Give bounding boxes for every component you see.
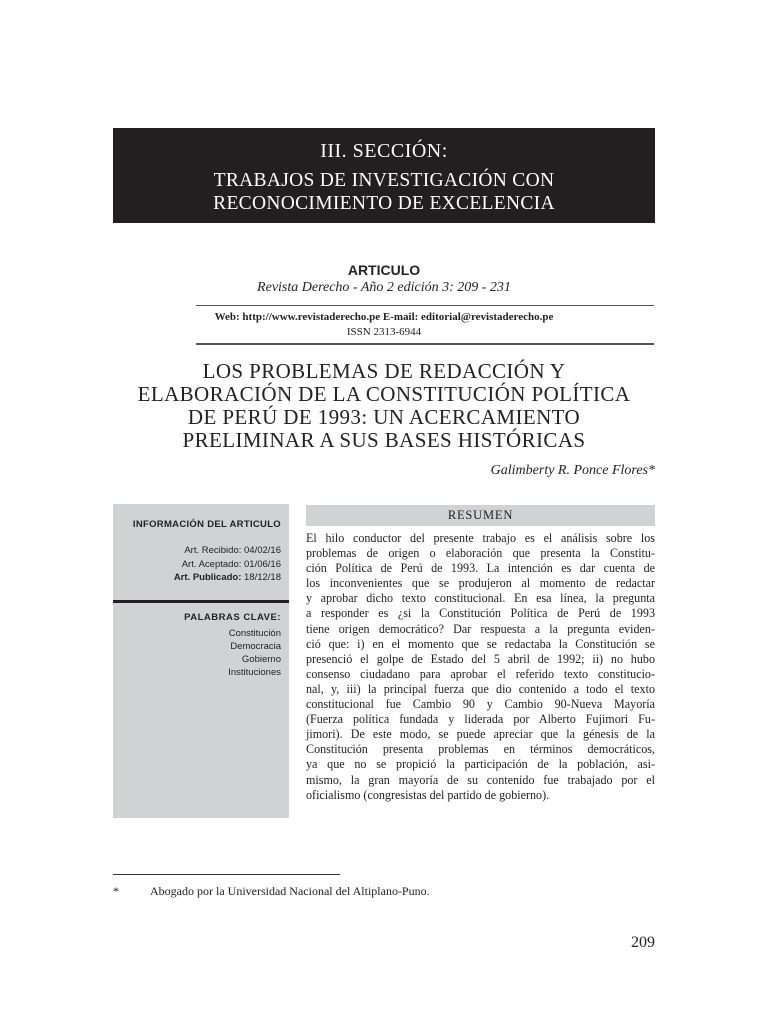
abstract-line: los inconvenientes que se produjeron al momento de redactar [306,576,655,591]
issn-line: ISSN 2313-6944 [346,326,422,338]
abstract-line: problemas de origen o elaboración que presenta la Constitu- [306,546,655,561]
abstract-line: ya que no se propició la participación de la población, asi- [306,757,655,772]
web-contact-line: Web: http://www.revistaderecho.pe E-mail: editorial@revistaderecho.pe [214,311,554,323]
published-label: Art. Publicado: [173,572,242,583]
abstract-heading: RESUMEN [306,505,655,526]
abstract-line: tiene origen democrático? Dar respuesta a la pregunta eviden- [306,621,655,636]
article-info-panel [113,504,289,818]
accepted-date: Art. Aceptado: 01/06/16 [181,558,281,570]
title-line: LOS PROBLEMAS DE REDACCIÓN Y [202,359,566,383]
section-number: III. SECCIÓN: [320,140,448,162]
abstract-line: mismo, la gran mayoría de su contenido fue trabajado por el [306,772,655,787]
abstract-line: constitucional fue Cambio 90 y Cambio 90-Nueva Mayoría [306,697,655,712]
abstract-line: ció que: i) en el momento que se redactaba la Constitución se [306,636,655,651]
abstract-line: nal, y, iii) la principal fuerza que dio contenido a todo el texto [306,681,655,696]
keywords-heading: PALABRAS CLAVE: [184,612,281,623]
keyword-item: Gobierno [241,654,281,665]
article-type-label: ARTICULO [347,262,421,278]
article-info-heading: INFORMACIÓN DEL ARTICULO [132,519,281,530]
header-top-rule [196,305,654,306]
keyword-item: Constitución [228,628,281,639]
abstract-body [306,531,655,803]
article-title [100,360,668,452]
section-title-line: TRABAJOS DE INVESTIGACIÓN CON [213,170,555,191]
abstract-line: Constitución presenta problemas en términos democráticos, [306,742,655,757]
keywords-list [228,627,281,679]
keyword-item: Instituciones [228,667,281,678]
published-date [174,571,281,585]
section-title [113,169,655,215]
abstract-line: ción Política de Perú de 1993. La intención es dar cuenta de [306,561,655,576]
footnote-text: Abogado por la Universidad Nacional del Altiplano-Puno. [150,884,430,898]
abstract-line: a responder es ¿si la Constitución Política de Perú de 1993 [306,606,655,621]
author-name: Galimberty R. Ponce Flores* [490,463,655,478]
footnote-mark: * [113,884,119,898]
title-line: PRELIMINAR A SUS BASES HISTÓRICAS [182,428,586,452]
info-divider [113,600,289,603]
received-date: Art. Recibido: 04/02/16 [184,545,281,556]
abstract-line: oficialismo (congresistas del partido de gobierno). [306,787,550,802]
keyword-item: Democracia [230,641,281,652]
abstract-line: consenso ciudadano para aprobar el referido texto constitucio- [306,666,655,681]
title-line: ELABORACIÓN DE LA CONSTITUCIÓN POLÍTICA [137,382,631,406]
footnote-rule [113,874,340,875]
abstract-line: presenció el golpe de Estado del 5 abril de 1992; ii) no hubo [306,651,655,666]
article-dates [174,544,281,585]
abstract-line: El hilo conductor del presente trabajo es el análisis sobre los [306,531,655,545]
abstract-line: y aprobar dicho texto constitucional. En esa línea, la pregunta [306,591,655,606]
section-banner [113,128,655,223]
journal-reference: Revista Derecho - Año 2 edición 3: 209 - 231 [257,280,511,295]
abstract-line: (Fuerza política fundada y liderada por Alberto Fujimori Fu- [306,712,655,727]
section-title-line: RECONOCIMIENTO DE EXCELENCIA [213,193,555,214]
abstract-line: jimori). De este modo, se puede apreciar que la génesis de la [306,727,655,742]
published-value: 18/12/18 [241,572,281,583]
title-line: DE PERÚ DE 1993: UN ACERCAMIENTO [187,405,581,429]
page-number: 209 [631,934,655,951]
header-bottom-rule [196,343,654,345]
